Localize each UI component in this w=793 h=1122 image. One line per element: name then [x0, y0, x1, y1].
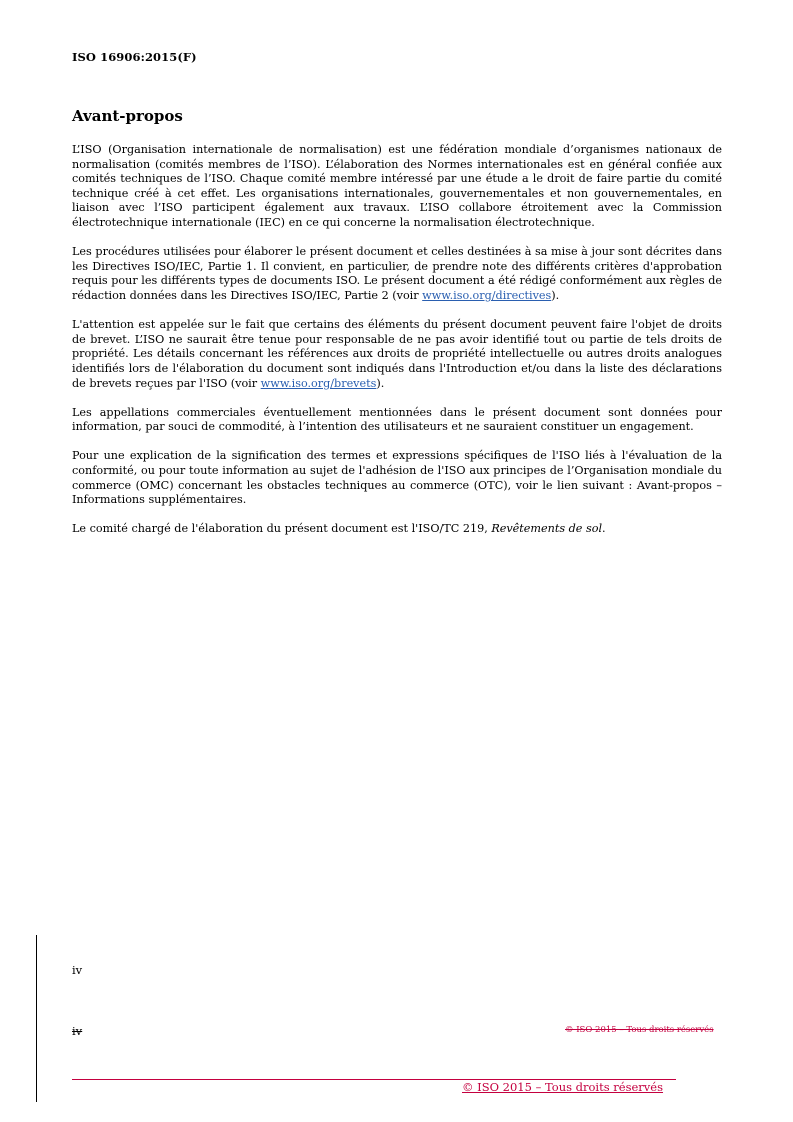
directives-link[interactable]: www.iso.org/directives	[422, 288, 552, 302]
paragraph-text: ).	[551, 288, 560, 302]
paragraph-text: L'attention est appelée sur le fait que certains des éléments du présent document peuvent faire l'objet de droits de brevet. L’ISO ne saurait être tenue pour responsable de ne pas avoir identifié tout ou partie de tels droits de propriété. Les détails concernant les références aux droits de propriété intellectuelle ou autres droits analogues identifiés lors de l'élaboration du document sont indiqués dans l'Introduction et/ou dans la liste des déclarations de brevets reçues par l'ISO (voir	[72, 318, 722, 390]
page-number-struck: iv	[72, 1024, 83, 1038]
foreword-body	[72, 143, 722, 552]
document-id: ISO 16906:2015(F)	[72, 50, 197, 64]
paragraph-iso-organization: L’ISO (Organisation internationale de normalisation) est une fédération mondiale d’organismes nationaux de normalisation (comités membres de l’ISO). L’élaboration des Normes internationales est en général confiée aux comités techniques de l’ISO. Chaque comité membre intéressé par une étude a le droit de faire partie du comité technique créé à cet effet. Les organisations internationales, gouvernementales et non gouvernementales, en liaison avec l’ISO participent également aux travaux. L’ISO collabore étroitement avec la Commission électrotechnique internationale (IEC) en ce qui concerne la normalisation électrotechnique.	[72, 143, 722, 229]
paragraph-trade-names: Les appellations commerciales éventuellement mentionnées dans le présent document sont données pour information, par souci de commodité, à l’intention des utilisateurs et ne sauraient constituer un engagement.	[72, 405, 722, 434]
paragraph-directives	[72, 245, 722, 303]
paragraph-text: .	[602, 522, 606, 536]
paragraph-committee	[72, 522, 722, 537]
page-number: iv	[72, 963, 83, 977]
section-title: Avant-propos	[72, 107, 183, 125]
committee-title: Revêtements de sol	[491, 522, 603, 536]
paragraph-text: Les procédures utilisées pour élaborer le présent document et celles destinées à sa mise à jour sont décrites dans les Directives ISO/IEC, Partie 1. Il convient, en particulier, de prendre note des différents critères d'approbation requis pour les différents types de documents ISO. Le présent document a été rédigé conformément aux règles de rédaction données dans les Directives ISO/IEC, Partie 2 (voir	[72, 245, 722, 302]
paragraph-text: ).	[376, 376, 385, 390]
paragraph-patents	[72, 318, 722, 391]
paragraph-text: Le comité chargé de l'élaboration du présent document est l'ISO/TC 219,	[72, 522, 492, 536]
copyright-notice: © ISO 2015 – Tous droits réservés	[462, 1080, 664, 1094]
change-bar	[36, 935, 37, 1102]
paragraph-wto: Pour une explication de la signification des termes et expressions spécifiques de l'ISO liés à l'évaluation de la conformité, ou pour toute information au sujet de l'adhésion de l'ISO aux principes de l’Organisation mondiale du commerce (OMC) concernant les obstacles techniques au commerce (OTC), voir le lien suivant : Avant-propos – Informations supplémentaires.	[72, 449, 722, 507]
copyright-struck: © ISO 2015 – Tous droits réservés	[565, 1025, 714, 1035]
patents-link[interactable]: www.iso.org/brevets	[260, 376, 377, 390]
